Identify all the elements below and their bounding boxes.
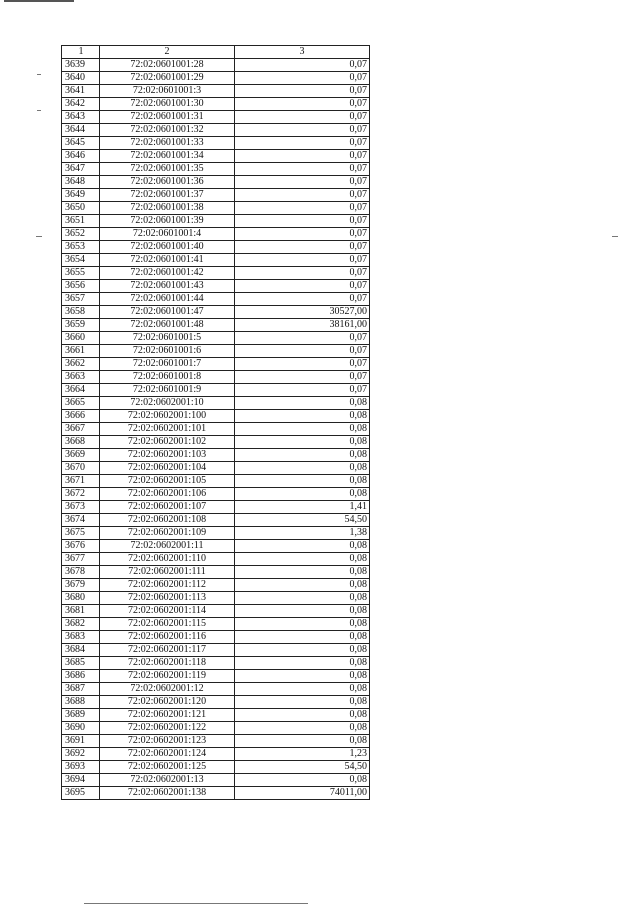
cadastral-number: 72:02:0601001:6: [100, 345, 235, 358]
row-value: 0,08: [235, 540, 370, 553]
row-value: 0,08: [235, 696, 370, 709]
row-value: 0,07: [235, 241, 370, 254]
header-col-3: 3: [235, 46, 370, 59]
table-row: [62, 592, 370, 605]
row-value: 0,08: [235, 579, 370, 592]
row-number: 3672: [62, 488, 100, 501]
row-number: 3652: [62, 228, 100, 241]
row-number: 3658: [62, 306, 100, 319]
cadastral-number: 72:02:0602001:114: [100, 605, 235, 618]
row-value: 0,08: [235, 566, 370, 579]
cadastral-number: 72:02:0601001:29: [100, 72, 235, 85]
table-header: [62, 46, 370, 59]
row-value: 54,50: [235, 514, 370, 527]
table-row: [62, 397, 370, 410]
cadastral-number: 72:02:0602001:11: [100, 540, 235, 553]
row-value: 30527,00: [235, 306, 370, 319]
cadastral-number: 72:02:0602001:111: [100, 566, 235, 579]
row-number: 3656: [62, 280, 100, 293]
table-row: [62, 215, 370, 228]
row-number: 3641: [62, 85, 100, 98]
table-row: [62, 176, 370, 189]
table-row: [62, 150, 370, 163]
cadastral-number: 72:02:0602001:121: [100, 709, 235, 722]
table-row: [62, 709, 370, 722]
row-value: 0,07: [235, 215, 370, 228]
row-number: 3661: [62, 345, 100, 358]
row-value: 0,08: [235, 423, 370, 436]
table-row: [62, 228, 370, 241]
cadastral-number: 72:02:0602001:116: [100, 631, 235, 644]
row-number: 3657: [62, 293, 100, 306]
cadastral-number: 72:02:0602001:138: [100, 787, 235, 800]
row-value: 0,08: [235, 644, 370, 657]
row-value: 38161,00: [235, 319, 370, 332]
row-value: 0,07: [235, 189, 370, 202]
row-value: 0,07: [235, 202, 370, 215]
row-number: 3683: [62, 631, 100, 644]
table-row: [62, 449, 370, 462]
table-row: [62, 722, 370, 735]
row-number: 3651: [62, 215, 100, 228]
row-value: 0,07: [235, 293, 370, 306]
row-value: 0,08: [235, 735, 370, 748]
row-number: 3669: [62, 449, 100, 462]
row-number: 3693: [62, 761, 100, 774]
row-number: 3659: [62, 319, 100, 332]
cadastral-number: 72:02:0601001:37: [100, 189, 235, 202]
row-value: 0,08: [235, 410, 370, 423]
row-value: 0,07: [235, 137, 370, 150]
table-row: [62, 111, 370, 124]
table-row: [62, 254, 370, 267]
cadastral-number: 72:02:0602001:105: [100, 475, 235, 488]
table-row: [62, 462, 370, 475]
row-number: 3689: [62, 709, 100, 722]
row-value: 0,07: [235, 267, 370, 280]
table-body: [62, 59, 370, 800]
row-value: 0,08: [235, 436, 370, 449]
row-number: 3662: [62, 358, 100, 371]
cadastral-number: 72:02:0601001:30: [100, 98, 235, 111]
row-number: 3680: [62, 592, 100, 605]
table-row: [62, 696, 370, 709]
table-row: [62, 605, 370, 618]
row-value: 0,07: [235, 384, 370, 397]
scan-edge-mark: [84, 903, 308, 904]
table-row: [62, 280, 370, 293]
row-number: 3677: [62, 553, 100, 566]
row-value: 0,07: [235, 72, 370, 85]
row-number: 3678: [62, 566, 100, 579]
table-row: [62, 579, 370, 592]
cadastral-number: 72:02:0601001:28: [100, 59, 235, 72]
row-value: 0,08: [235, 397, 370, 410]
table-row: [62, 514, 370, 527]
row-value: 0,08: [235, 722, 370, 735]
header-row: [62, 46, 370, 59]
row-number: 3692: [62, 748, 100, 761]
cadastral-number: 72:02:0601001:40: [100, 241, 235, 254]
cadastral-number: 72:02:0602001:117: [100, 644, 235, 657]
table-row: [62, 202, 370, 215]
table-row: [62, 540, 370, 553]
row-number: 3643: [62, 111, 100, 124]
row-number: 3668: [62, 436, 100, 449]
cadastral-number: 72:02:0602001:125: [100, 761, 235, 774]
row-number: 3687: [62, 683, 100, 696]
row-value: 0,08: [235, 475, 370, 488]
table-row: [62, 553, 370, 566]
row-number: 3660: [62, 332, 100, 345]
table-row: [62, 735, 370, 748]
row-value: 0,07: [235, 332, 370, 345]
table-row: [62, 566, 370, 579]
cadastral-number: 72:02:0602001:113: [100, 592, 235, 605]
cadastral-number: 72:02:0601001:34: [100, 150, 235, 163]
row-value: 54,50: [235, 761, 370, 774]
scan-speck: [612, 236, 618, 237]
cadastral-number: 72:02:0602001:124: [100, 748, 235, 761]
cadastral-number: 72:02:0602001:110: [100, 553, 235, 566]
row-value: 1,41: [235, 501, 370, 514]
row-number: 3644: [62, 124, 100, 137]
row-number: 3663: [62, 371, 100, 384]
cadastral-number: 72:02:0601001:32: [100, 124, 235, 137]
row-value: 1,38: [235, 527, 370, 540]
row-value: 0,08: [235, 709, 370, 722]
table-row: [62, 371, 370, 384]
row-number: 3654: [62, 254, 100, 267]
cadastral-number: 72:02:0602001:13: [100, 774, 235, 787]
table-row: [62, 332, 370, 345]
cadastral-number: 72:02:0601001:31: [100, 111, 235, 124]
row-value: 0,07: [235, 124, 370, 137]
cadastral-number: 72:02:0601001:41: [100, 254, 235, 267]
cadastral-number: 72:02:0602001:102: [100, 436, 235, 449]
row-value: 0,07: [235, 163, 370, 176]
row-number: 3695: [62, 787, 100, 800]
table-row: [62, 98, 370, 111]
table-row: [62, 501, 370, 514]
row-number: 3667: [62, 423, 100, 436]
row-value: 0,07: [235, 254, 370, 267]
row-number: 3642: [62, 98, 100, 111]
table-row: [62, 267, 370, 280]
cadastral-number: 72:02:0602001:115: [100, 618, 235, 631]
cadastral-number: 72:02:0601001:9: [100, 384, 235, 397]
row-value: 0,08: [235, 774, 370, 787]
table-row: [62, 85, 370, 98]
row-number: 3684: [62, 644, 100, 657]
row-value: 0,08: [235, 631, 370, 644]
cadastral-number: 72:02:0601001:7: [100, 358, 235, 371]
row-number: 3664: [62, 384, 100, 397]
row-number: 3671: [62, 475, 100, 488]
cadastral-number: 72:02:0601001:39: [100, 215, 235, 228]
table-row: [62, 644, 370, 657]
table-row: [62, 163, 370, 176]
row-number: 3691: [62, 735, 100, 748]
row-number: 3649: [62, 189, 100, 202]
table-row: [62, 306, 370, 319]
cadastral-number: 72:02:0602001:123: [100, 735, 235, 748]
row-value: 0,08: [235, 618, 370, 631]
table-row: [62, 787, 370, 800]
row-number: 3681: [62, 605, 100, 618]
row-value: 0,08: [235, 657, 370, 670]
table-row: [62, 774, 370, 787]
row-value: 0,07: [235, 85, 370, 98]
row-number: 3665: [62, 397, 100, 410]
row-number: 3688: [62, 696, 100, 709]
cadastral-number: 72:02:0602001:120: [100, 696, 235, 709]
table-row: [62, 124, 370, 137]
row-number: 3685: [62, 657, 100, 670]
row-value: 1,23: [235, 748, 370, 761]
row-number: 3655: [62, 267, 100, 280]
cadastral-number: 72:02:0601001:33: [100, 137, 235, 150]
table-row: [62, 384, 370, 397]
table-row: [62, 631, 370, 644]
table-row: [62, 59, 370, 72]
cadastral-number: 72:02:0601001:5: [100, 332, 235, 345]
row-number: 3675: [62, 527, 100, 540]
cadastral-number: 72:02:0601001:43: [100, 280, 235, 293]
row-value: 0,08: [235, 683, 370, 696]
table-row: [62, 241, 370, 254]
row-value: 0,07: [235, 345, 370, 358]
scan-speck: [36, 236, 42, 237]
cadastral-number: 72:02:0601001:8: [100, 371, 235, 384]
table-row: [62, 319, 370, 332]
cadastral-number: 72:02:0601001:35: [100, 163, 235, 176]
row-number: 3676: [62, 540, 100, 553]
row-value: 0,08: [235, 592, 370, 605]
row-value: 0,08: [235, 449, 370, 462]
row-number: 3666: [62, 410, 100, 423]
table-row: [62, 748, 370, 761]
row-number: 3646: [62, 150, 100, 163]
row-value: 0,08: [235, 553, 370, 566]
row-number: 3679: [62, 579, 100, 592]
scan-edge-mark: [4, 0, 74, 2]
cadastral-number: 72:02:0602001:103: [100, 449, 235, 462]
row-value: 74011,00: [235, 787, 370, 800]
row-value: 0,07: [235, 176, 370, 189]
cadastral-number: 72:02:0602001:100: [100, 410, 235, 423]
row-number: 3670: [62, 462, 100, 475]
row-number: 3650: [62, 202, 100, 215]
table-row: [62, 137, 370, 150]
row-value: 0,07: [235, 358, 370, 371]
cadastral-number: 72:02:0601001:42: [100, 267, 235, 280]
row-number: 3647: [62, 163, 100, 176]
cadastral-number: 72:02:0602001:119: [100, 670, 235, 683]
table-row: [62, 683, 370, 696]
row-number: 3640: [62, 72, 100, 85]
table-row: [62, 761, 370, 774]
table-row: [62, 657, 370, 670]
row-number: 3682: [62, 618, 100, 631]
cadastral-number: 72:02:0601001:4: [100, 228, 235, 241]
cadastral-number: 72:02:0601001:48: [100, 319, 235, 332]
row-value: 0,07: [235, 59, 370, 72]
table-row: [62, 293, 370, 306]
cadastral-number: 72:02:0602001:10: [100, 397, 235, 410]
cadastral-number: 72:02:0602001:104: [100, 462, 235, 475]
cadastral-number: 72:02:0602001:107: [100, 501, 235, 514]
table-row: [62, 475, 370, 488]
table-row: [62, 670, 370, 683]
row-number: 3653: [62, 241, 100, 254]
row-value: 0,07: [235, 371, 370, 384]
cadastral-number: 72:02:0601001:3: [100, 85, 235, 98]
cadastral-number: 72:02:0602001:101: [100, 423, 235, 436]
table-row: [62, 345, 370, 358]
header-col-2: 2: [100, 46, 235, 59]
cadastral-number: 72:02:0602001:122: [100, 722, 235, 735]
row-number: 3694: [62, 774, 100, 787]
row-value: 0,07: [235, 111, 370, 124]
table-row: [62, 358, 370, 371]
row-number: 3639: [62, 59, 100, 72]
row-number: 3690: [62, 722, 100, 735]
row-number: 3645: [62, 137, 100, 150]
cadastral-number: 72:02:0601001:47: [100, 306, 235, 319]
cadastral-number: 72:02:0602001:118: [100, 657, 235, 670]
table-row: [62, 189, 370, 202]
table-row: [62, 423, 370, 436]
cadastral-table: [61, 45, 370, 800]
row-number: 3674: [62, 514, 100, 527]
row-value: 0,08: [235, 488, 370, 501]
table-row: [62, 527, 370, 540]
table-row: [62, 72, 370, 85]
cadastral-number: 72:02:0601001:44: [100, 293, 235, 306]
row-value: 0,08: [235, 670, 370, 683]
cadastral-number: 72:02:0602001:112: [100, 579, 235, 592]
table-row: [62, 410, 370, 423]
table-row: [62, 488, 370, 501]
row-value: 0,08: [235, 605, 370, 618]
row-value: 0,07: [235, 98, 370, 111]
row-value: 0,07: [235, 150, 370, 163]
header-col-1: 1: [62, 46, 100, 59]
row-value: 0,08: [235, 462, 370, 475]
cadastral-number: 72:02:0601001:36: [100, 176, 235, 189]
table-row: [62, 436, 370, 449]
cadastral-number: 72:02:0602001:109: [100, 527, 235, 540]
row-value: 0,07: [235, 280, 370, 293]
row-number: 3686: [62, 670, 100, 683]
cadastral-number: 72:02:0601001:38: [100, 202, 235, 215]
cadastral-number: 72:02:0602001:108: [100, 514, 235, 527]
scan-speck: [37, 74, 41, 75]
row-number: 3648: [62, 176, 100, 189]
cadastral-number: 72:02:0602001:12: [100, 683, 235, 696]
cadastral-number: 72:02:0602001:106: [100, 488, 235, 501]
scan-speck: [37, 110, 41, 111]
table-row: [62, 618, 370, 631]
row-number: 3673: [62, 501, 100, 514]
row-value: 0,07: [235, 228, 370, 241]
